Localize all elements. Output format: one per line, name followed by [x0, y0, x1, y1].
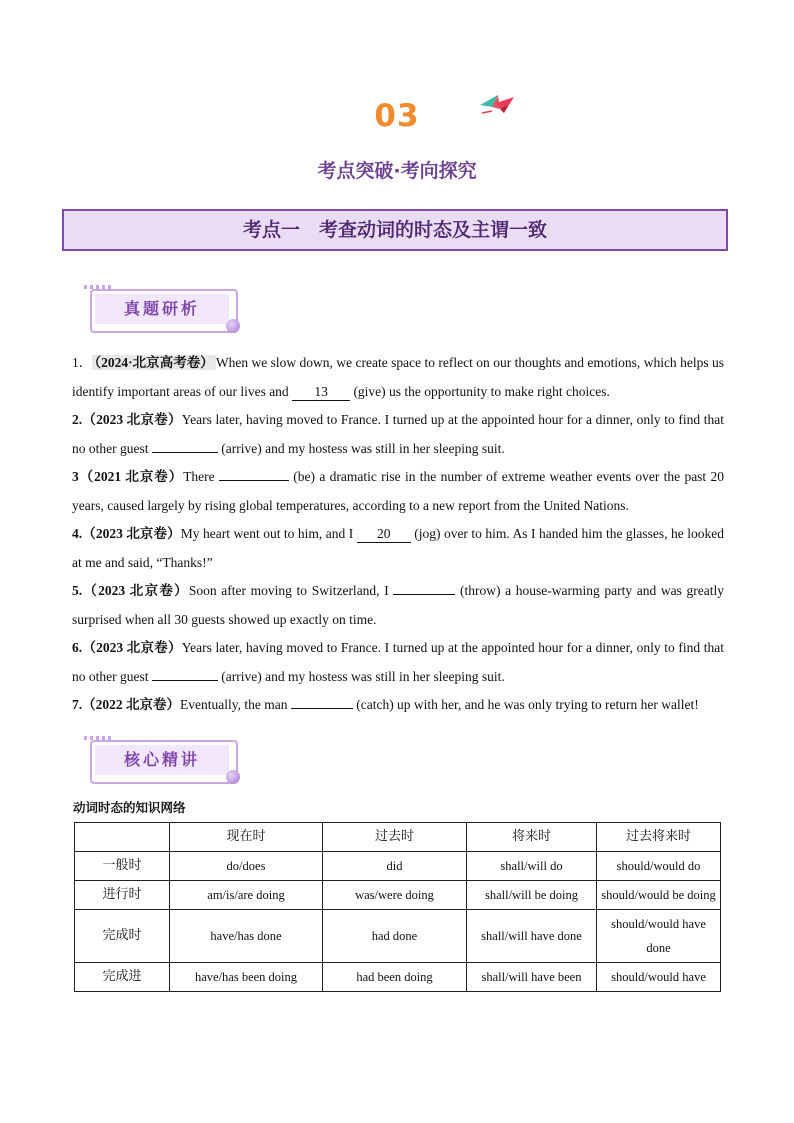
question-source: （2021 北京卷）: [78, 469, 184, 484]
paper-plane-icon: [478, 93, 516, 117]
table-cell: had done: [323, 910, 467, 963]
question-text-after: (throw) a house-warming party and was greatly surprised when all 30 guests showed up exactly on time.: [72, 583, 725, 627]
question-text: There: [183, 469, 219, 484]
question-source: （2023 北京卷）: [82, 583, 189, 598]
answer-blank: 20: [357, 526, 411, 543]
table-cell: should/would be doing: [597, 881, 721, 910]
table-cell: had been doing: [323, 963, 467, 992]
answer-blank: [152, 452, 218, 453]
question-number: 4.: [72, 526, 83, 541]
table-cell: shall/will do: [467, 852, 597, 881]
badge-label: 真题研析: [95, 294, 229, 324]
table-cell: should/would do: [597, 852, 721, 881]
answer-blank: [219, 480, 289, 481]
badge-dot: [226, 319, 240, 333]
question-item: [72, 691, 724, 720]
question-number: 5.: [72, 583, 83, 598]
table-header-cell: 将来时: [467, 823, 597, 852]
question-text: My heart went out to him, and I: [180, 526, 357, 541]
question-number: 1．: [72, 355, 93, 370]
question-item: [72, 520, 724, 577]
table-row: [75, 852, 721, 881]
question-text: When we slow down, we create space to reflect on our thoughts and emotions, which helps us identify important areas of our lives and: [72, 355, 725, 399]
table-header-cell: 过去将来时: [597, 823, 721, 852]
question-item: [72, 349, 724, 406]
badge-label: 核心精讲: [95, 745, 229, 775]
topic-banner: 考点一 考查动词的时态及主谓一致: [62, 209, 728, 251]
table-cell: 完成时: [75, 910, 170, 963]
question-item: [72, 577, 724, 634]
question-source: （2023 北京卷）: [82, 412, 182, 427]
table-cell: do/does: [170, 852, 323, 881]
table-header-cell: [75, 823, 170, 852]
table-cell: 进行时: [75, 881, 170, 910]
table-cell: have/has been doing: [170, 963, 323, 992]
table-cell: am/is/are doing: [170, 881, 323, 910]
badge-core-explanation: [84, 736, 249, 790]
section-number: 03: [374, 98, 420, 134]
answer-blank: 13: [292, 384, 350, 401]
question-text-after: (jog) over to him. As I handed him the glasses, he looked at me and said, “Thanks!”: [72, 526, 724, 570]
question-source: （2024·北京高考卷）: [94, 355, 214, 370]
page-subtitle: 考点突破·考向探究: [317, 160, 477, 182]
question-number: 2.: [72, 412, 83, 427]
question-text-after: (arrive) and my hostess was still in her sleeping suit.: [217, 440, 505, 456]
badge-exam-analysis: [84, 285, 249, 339]
question-text-after: (arrive) and my hostess was still in her sleeping suit.: [217, 668, 505, 684]
question-text: Eventually, the man: [180, 697, 291, 712]
table-row: [75, 910, 721, 963]
question-number: 7.: [72, 697, 83, 712]
answer-blank: [393, 594, 455, 595]
answer-blank: [152, 680, 218, 681]
question-text: Years later, having moved to France. I turned up at the appointed hour for a dinner, only to find that no other guest: [72, 640, 724, 684]
question-source: （2022 北京卷）: [82, 697, 180, 712]
question-item: [72, 634, 724, 691]
table-cell: should/would have: [597, 963, 721, 992]
question-item: [72, 463, 724, 520]
question-source: （2023 北京卷）: [82, 640, 182, 655]
question-source: （2023 北京卷）: [82, 526, 181, 541]
question-number: 6.: [72, 640, 83, 655]
table-cell: shall/will have been: [467, 963, 597, 992]
answer-blank: [291, 708, 353, 709]
table-cell: 完成进: [75, 963, 170, 992]
table-row: [75, 881, 721, 910]
table-cell: shall/will be doing: [467, 881, 597, 910]
table-row: [75, 963, 721, 992]
table-cell: have/has done: [170, 910, 323, 963]
tense-table: [74, 822, 721, 992]
badge-dot: [226, 770, 240, 784]
table-cell: should/would have done: [597, 910, 721, 963]
table-cell: shall/will have done: [467, 910, 597, 963]
table-cell: did: [323, 852, 467, 881]
question-text-after: (be) a dramatic rise in the number of extreme weather events over the past 20 years, caused largely by rising global temperatures, according to a new report from the United Nations.: [72, 469, 724, 513]
question-number: 3: [72, 469, 79, 484]
table-cell: was/were doing: [323, 881, 467, 910]
question-text: Soon after moving to Switzerland, I: [188, 583, 394, 598]
table-header-cell: 现在时: [170, 823, 323, 852]
question-list: [72, 349, 724, 720]
table-header-row: [75, 823, 721, 852]
question-text-after: (give) us the opportunity to make right choices.: [350, 383, 610, 399]
question-item: [72, 406, 724, 463]
question-text: Years later, having moved to France. I turned up at the appointed hour for a dinner, only to find that no other guest: [72, 412, 724, 456]
table-cell: 一般时: [75, 852, 170, 881]
question-text-after: (catch) up with her, and he was only trying to return her wallet!: [352, 697, 699, 712]
table-caption: 动词时态的知识网络: [73, 800, 186, 815]
table-header-cell: 过去时: [323, 823, 467, 852]
